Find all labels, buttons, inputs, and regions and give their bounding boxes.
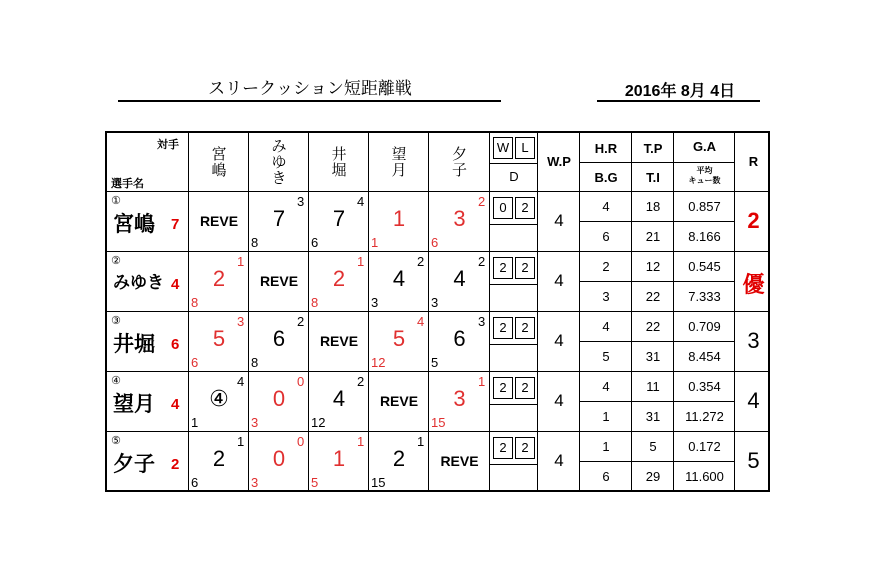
innings-count: 0: [297, 374, 305, 389]
innings-count: 4: [237, 374, 245, 389]
innings-count: 1: [237, 254, 245, 269]
grid-hline: [107, 431, 768, 432]
rank-value: 4: [747, 388, 760, 413]
general-average-value: 0.709: [688, 319, 721, 334]
player-handicap: 2: [171, 456, 180, 473]
total-points-value: 18: [645, 199, 661, 214]
high-run: 12: [371, 355, 386, 370]
header-mid-line: [580, 162, 735, 163]
match-score: 3: [453, 386, 466, 411]
total-innings-value: 31: [645, 349, 661, 364]
high-run: 8: [251, 235, 259, 250]
player-name: みゆき: [113, 273, 164, 292]
player-name: 夕子: [113, 453, 155, 476]
innings-count: 2: [357, 374, 365, 389]
match-score: 2: [212, 446, 226, 471]
match-score: 4: [453, 266, 466, 291]
win-points: 4: [554, 271, 564, 290]
match-score: 4: [392, 266, 406, 291]
player-handicap: 7: [171, 216, 180, 233]
row-mid-line: [580, 461, 735, 462]
best-game-value: 3: [602, 289, 610, 304]
match-score: 6: [453, 326, 466, 351]
avg-cue-count-value: 11.600: [685, 469, 724, 484]
opponent-header-char: 宮: [211, 145, 227, 163]
innings-count: 2: [297, 314, 305, 329]
player-handicap: 4: [171, 276, 180, 293]
opponent-header-char: み: [271, 137, 287, 155]
header-ga-label: G.A: [692, 139, 717, 154]
reve-cell: REVE: [259, 273, 299, 289]
match-score: 1: [392, 206, 406, 231]
losses-value: 2: [515, 317, 535, 339]
win-points: 4: [554, 211, 564, 230]
date-underline: [597, 100, 760, 102]
high-run: 8: [191, 295, 199, 310]
header-l-label: L: [515, 137, 535, 159]
losses-value: 2: [515, 197, 535, 219]
win-points: 4: [554, 331, 564, 350]
opponent-header-char: 嶋: [211, 161, 227, 179]
player-handicap: 4: [171, 396, 180, 413]
high-run: 6: [431, 235, 439, 250]
high-run: 8: [251, 355, 259, 370]
rank-value: 優: [742, 272, 765, 297]
opponent-header-char: 月: [391, 161, 407, 179]
player-number: ④: [111, 375, 121, 387]
row-mid-line: [580, 341, 735, 342]
high-run-value: 4: [602, 199, 610, 214]
general-average-value: 0.857: [688, 199, 721, 214]
innings-count: 3: [478, 314, 486, 329]
high-run: 5: [311, 475, 319, 490]
reve-cell: REVE: [440, 453, 479, 469]
match-score: 2: [392, 446, 406, 471]
avg-cue-count-value: 8.166: [688, 229, 721, 244]
innings-count: 1: [357, 254, 365, 269]
wl-underline: [490, 464, 538, 465]
player-number: ③: [111, 315, 121, 327]
high-run: 8: [311, 295, 319, 310]
innings-count: 1: [417, 434, 425, 449]
total-innings-value: 21: [645, 229, 661, 244]
player-name: 望月: [113, 393, 155, 416]
player-handicap: 6: [171, 336, 180, 353]
match-score: 6: [272, 326, 286, 351]
opponent-header-char: 子: [451, 161, 467, 179]
innings-count: 2: [417, 254, 425, 269]
title-underline: [118, 100, 501, 102]
high-run: 15: [431, 415, 446, 430]
opponent-header-char: 堀: [331, 161, 347, 179]
header-avg-line2: キュー数: [688, 176, 721, 185]
header-bg-label: B.G: [594, 170, 618, 185]
high-run: 3: [251, 475, 259, 490]
match-score: 2: [332, 266, 346, 291]
match-score: 0: [272, 446, 286, 471]
high-run: 6: [311, 235, 319, 250]
best-game-value: 5: [602, 349, 610, 364]
losses-value: 2: [515, 257, 535, 279]
match-score: 1: [332, 446, 346, 471]
tournament-title: スリークッション短距離戦: [208, 79, 412, 98]
player-name: 宮嶋: [113, 213, 155, 236]
header-tp-label: T.P: [643, 141, 663, 156]
wins-value: 2: [493, 377, 513, 399]
innings-count: 4: [417, 314, 425, 329]
match-score: 7: [332, 206, 346, 231]
total-points-value: 11: [646, 379, 660, 394]
row-mid-line: [580, 221, 735, 222]
match-score: 5: [392, 326, 406, 351]
corner-diagonal: [107, 133, 189, 192]
best-game-value: 1: [602, 409, 610, 424]
losses-value: 2: [515, 437, 535, 459]
reve-cell: REVE: [199, 213, 239, 229]
rank-value: 2: [747, 208, 760, 233]
total-innings-value: 29: [645, 469, 661, 484]
high-run: 1: [371, 235, 379, 250]
header-wl-line: [490, 163, 538, 164]
match-score: 2: [212, 266, 226, 291]
win-points: 4: [554, 451, 564, 470]
header-avg-line1: 平均: [696, 166, 713, 175]
row-mid-line: [580, 401, 735, 402]
corner-player-label: 選手名: [111, 178, 144, 190]
opponent-header-char: ゆ: [271, 153, 287, 171]
avg-cue-count-value: 8.454: [688, 349, 721, 364]
player-name: 井堀: [113, 333, 155, 356]
high-run: 15: [371, 475, 386, 490]
innings-count: 2: [478, 194, 486, 209]
grid-hline: [107, 251, 768, 252]
high-run-value: 2: [602, 259, 610, 274]
best-game-value: 6: [602, 229, 610, 244]
opponent-header-char: き: [271, 169, 287, 187]
high-run: 6: [191, 355, 199, 370]
wins-value: 2: [493, 257, 513, 279]
grid-hline: [107, 191, 768, 192]
general-average-value: 0.172: [688, 439, 721, 454]
match-score: ④: [209, 386, 229, 411]
general-average-value: 0.354: [688, 379, 721, 394]
avg-cue-count-value: 11.272: [685, 409, 724, 424]
total-points-value: 12: [645, 259, 661, 274]
high-run-value: 4: [602, 379, 610, 394]
wl-underline: [490, 344, 538, 345]
player-number: ①: [111, 195, 121, 207]
total-innings-value: 31: [645, 409, 661, 424]
player-number: ②: [111, 255, 121, 267]
win-points: 4: [554, 391, 564, 410]
innings-count: 0: [297, 434, 305, 449]
total-points-value: 22: [645, 319, 661, 334]
corner-opponent-label: 対手: [157, 139, 179, 151]
high-run: 3: [251, 415, 259, 430]
innings-count: 1: [237, 434, 245, 449]
header-rank-label: R: [748, 154, 759, 169]
player-number: ⑤: [111, 435, 121, 447]
grid-hline: [107, 311, 768, 312]
innings-count: 1: [478, 374, 486, 389]
total-points-value: 5: [649, 439, 657, 454]
innings-count: 4: [357, 194, 365, 209]
wl-underline: [490, 224, 538, 225]
avg-cue-count-value: 7.333: [688, 289, 721, 304]
innings-count: 2: [478, 254, 486, 269]
high-run-value: 1: [602, 439, 610, 454]
header-d-label: D: [509, 169, 519, 184]
match-score: 7: [272, 206, 286, 231]
header-w-label: W: [493, 137, 513, 159]
match-score: 5: [212, 326, 226, 351]
high-run: 3: [431, 295, 439, 310]
reve-cell: REVE: [379, 393, 419, 409]
wins-value: 2: [493, 317, 513, 339]
match-score: 0: [272, 386, 286, 411]
high-run: 6: [191, 475, 199, 490]
header-wp-label: W.P: [547, 154, 571, 169]
high-run: 3: [371, 295, 379, 310]
wins-value: 2: [493, 437, 513, 459]
match-score: 3: [453, 206, 466, 231]
wl-underline: [490, 284, 538, 285]
innings-count: 3: [237, 314, 245, 329]
high-run-value: 4: [602, 319, 610, 334]
general-average-value: 0.545: [688, 259, 721, 274]
total-innings-value: 22: [645, 289, 661, 304]
best-game-value: 6: [602, 469, 610, 484]
opponent-header-char: 望: [391, 145, 407, 163]
losses-value: 2: [515, 377, 535, 399]
header-hr-label: H.R: [594, 141, 618, 156]
innings-count: 1: [357, 434, 365, 449]
rank-value: 3: [747, 328, 760, 353]
wl-underline: [490, 404, 538, 405]
grid-hline: [107, 371, 768, 372]
header-ti-label: T.I: [646, 170, 660, 185]
innings-count: 3: [297, 194, 305, 209]
results-table: [105, 131, 770, 492]
tournament-date: 2016年 8月 4日: [624, 83, 736, 100]
match-score: 4: [332, 386, 346, 411]
high-run: 5: [431, 355, 439, 370]
wins-value: 0: [493, 197, 513, 219]
opponent-header-char: 夕: [451, 145, 467, 163]
high-run: 1: [191, 415, 199, 430]
rank-value: 5: [747, 448, 760, 473]
reve-cell: REVE: [319, 333, 359, 349]
high-run: 12: [311, 415, 326, 430]
opponent-header-char: 井: [331, 145, 347, 163]
row-mid-line: [580, 281, 735, 282]
